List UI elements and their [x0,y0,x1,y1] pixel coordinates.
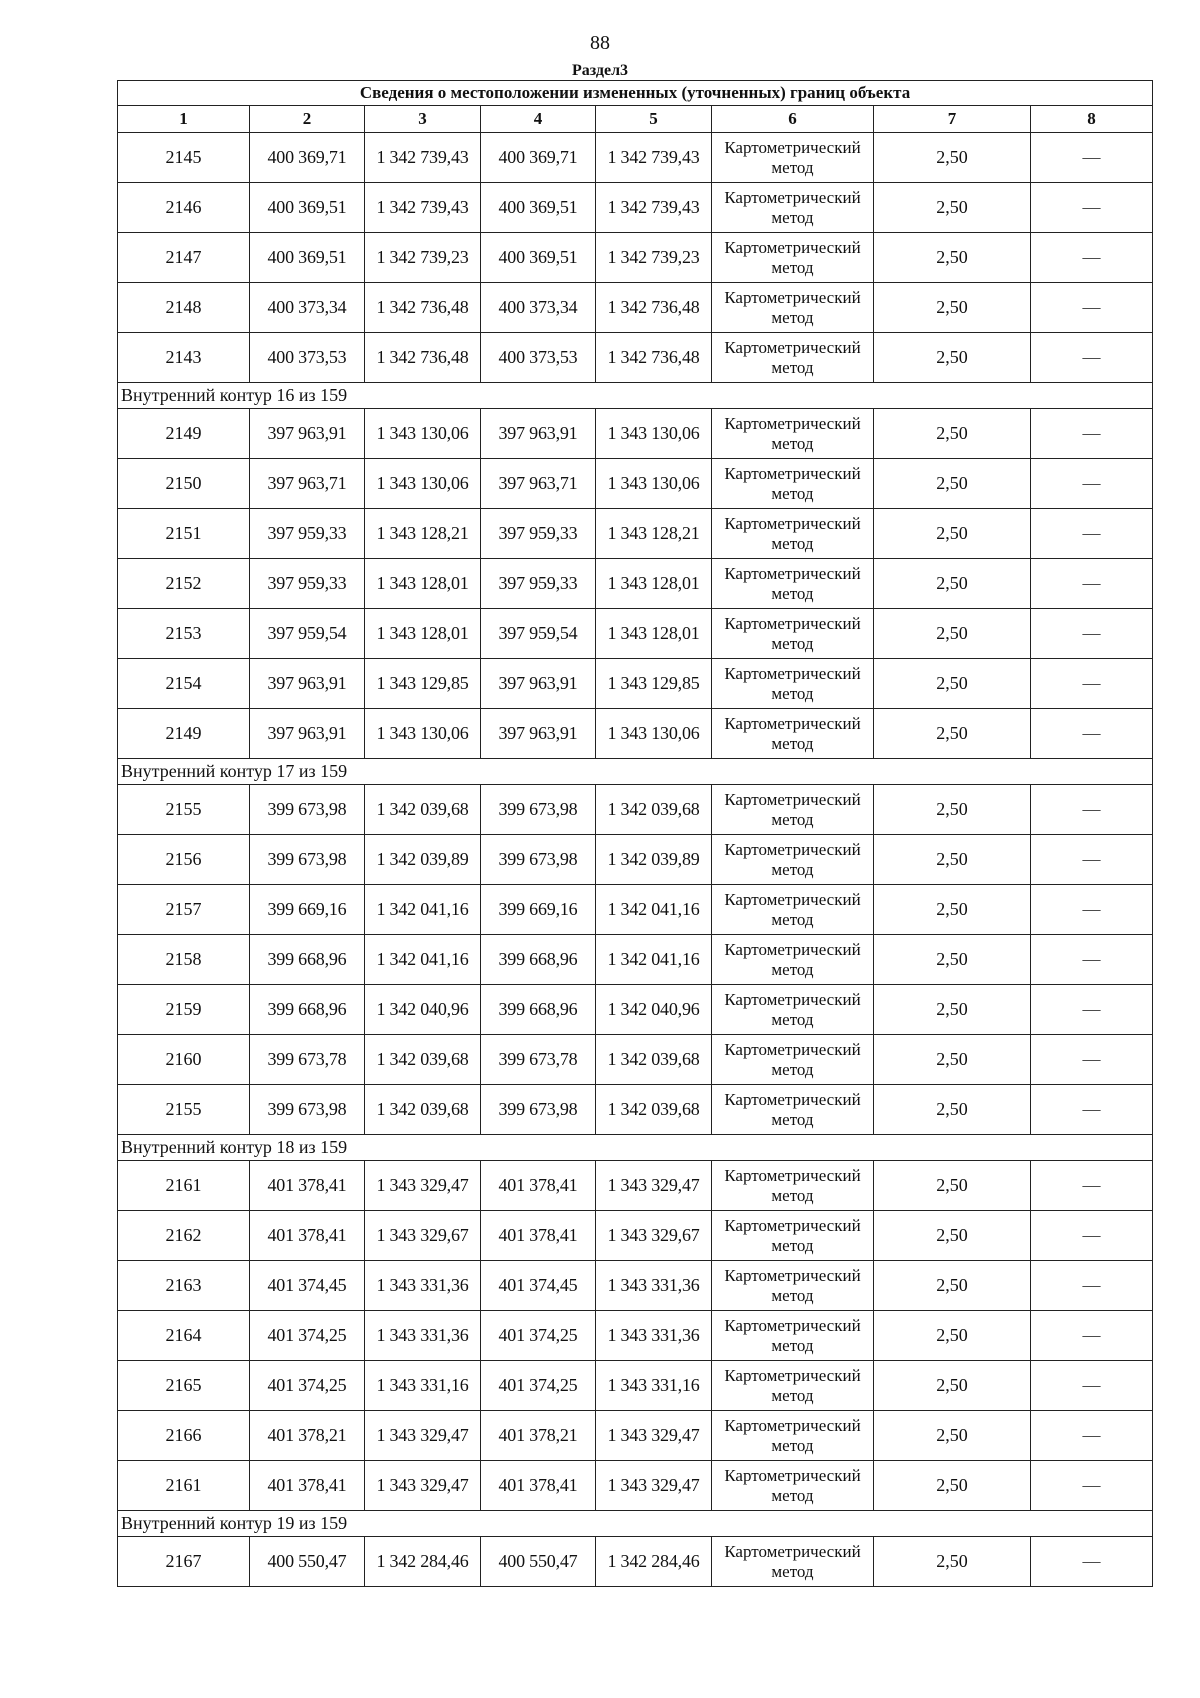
y-new-cell: 1 342 739,43 [596,183,712,233]
accuracy-cell: 2,50 [874,509,1031,559]
note-cell: — [1031,1211,1153,1261]
note-cell: — [1031,1035,1153,1085]
accuracy-cell: 2,50 [874,709,1031,759]
section-title: Раздел3 [571,62,629,79]
y-old-cell: 1 342 041,16 [365,885,481,935]
method-cell: Картометрический метод [712,1461,874,1511]
y-old-cell: 1 342 739,43 [365,133,481,183]
note-cell: — [1031,509,1153,559]
method-cell: Картометрический метод [712,1035,874,1085]
y-old-cell: 1 342 039,68 [365,1085,481,1135]
y-new-cell: 1 343 331,36 [596,1311,712,1361]
accuracy-cell: 2,50 [874,659,1031,709]
accuracy-cell: 2,50 [874,1411,1031,1461]
note-cell: — [1031,659,1153,709]
table-row [118,1085,1153,1135]
table-row [118,609,1153,659]
table-row [118,785,1153,835]
boundary-table [117,80,1153,1587]
point-number-cell: 2161 [118,1461,250,1511]
y-old-cell: 1 342 039,68 [365,1035,481,1085]
table-row [118,1411,1153,1461]
y-new-cell: 1 343 331,36 [596,1261,712,1311]
y-new-cell: 1 342 039,68 [596,1035,712,1085]
accuracy-cell: 2,50 [874,785,1031,835]
point-number-cell: 2155 [118,1085,250,1135]
x-new-cell: 397 959,33 [481,509,596,559]
accuracy-cell: 2,50 [874,835,1031,885]
y-old-cell: 1 343 128,01 [365,559,481,609]
point-number-cell: 2155 [118,785,250,835]
method-cell: Картометрический метод [712,409,874,459]
method-cell: Картометрический метод [712,1537,874,1587]
table-row [118,1461,1153,1511]
method-cell: Картометрический метод [712,183,874,233]
y-new-cell: 1 343 329,67 [596,1211,712,1261]
note-cell: — [1031,935,1153,985]
table-row [118,1361,1153,1411]
method-cell: Картометрический метод [712,785,874,835]
column-number-4: 4 [481,106,596,133]
accuracy-cell: 2,50 [874,459,1031,509]
x-new-cell: 401 374,45 [481,1261,596,1311]
note-cell: — [1031,1261,1153,1311]
point-number-cell: 2152 [118,559,250,609]
x-old-cell: 401 378,21 [250,1411,365,1461]
note-cell: — [1031,1311,1153,1361]
point-number-cell: 2166 [118,1411,250,1461]
column-number-8: 8 [1031,106,1153,133]
y-old-cell: 1 343 329,47 [365,1411,481,1461]
point-number-cell: 2158 [118,935,250,985]
y-old-cell: 1 343 329,67 [365,1211,481,1261]
contour-label: Внутренний контур 19 из 159 [118,1511,1153,1537]
contour-label: Внутренний контур 16 из 159 [118,383,1153,409]
table-row [118,1261,1153,1311]
y-new-cell: 1 343 329,47 [596,1411,712,1461]
method-cell: Картометрический метод [712,459,874,509]
x-old-cell: 397 963,71 [250,459,365,509]
note-cell: — [1031,133,1153,183]
x-new-cell: 401 378,41 [481,1211,596,1261]
y-new-cell: 1 342 739,23 [596,233,712,283]
y-new-cell: 1 343 128,01 [596,559,712,609]
x-old-cell: 399 668,96 [250,935,365,985]
column-number-7: 7 [874,106,1031,133]
y-new-cell: 1 343 130,06 [596,409,712,459]
note-cell: — [1031,1361,1153,1411]
y-new-cell: 1 342 039,89 [596,835,712,885]
y-new-cell: 1 342 041,16 [596,885,712,935]
point-number-cell: 2154 [118,659,250,709]
note-cell: — [1031,559,1153,609]
note-cell: — [1031,1161,1153,1211]
y-old-cell: 1 343 331,36 [365,1261,481,1311]
y-old-cell: 1 343 129,85 [365,659,481,709]
y-old-cell: 1 342 039,89 [365,835,481,885]
note-cell: — [1031,333,1153,383]
method-cell: Картометрический метод [712,1311,874,1361]
x-old-cell: 401 378,41 [250,1211,365,1261]
x-new-cell: 400 550,47 [481,1537,596,1587]
x-old-cell: 397 959,33 [250,509,365,559]
y-old-cell: 1 342 041,16 [365,935,481,985]
y-old-cell: 1 343 130,06 [365,459,481,509]
table-row [118,409,1153,459]
x-old-cell: 397 963,91 [250,709,365,759]
x-old-cell: 400 373,53 [250,333,365,383]
point-number-cell: 2149 [118,409,250,459]
accuracy-cell: 2,50 [874,885,1031,935]
method-cell: Картометрический метод [712,659,874,709]
method-cell: Картометрический метод [712,1411,874,1461]
method-cell: Картометрический метод [712,609,874,659]
x-new-cell: 401 378,41 [481,1461,596,1511]
x-new-cell: 397 963,91 [481,409,596,459]
x-old-cell: 397 963,91 [250,409,365,459]
note-cell: — [1031,459,1153,509]
accuracy-cell: 2,50 [874,1211,1031,1261]
accuracy-cell: 2,50 [874,133,1031,183]
point-number-cell: 2149 [118,709,250,759]
column-number-1: 1 [118,106,250,133]
accuracy-cell: 2,50 [874,233,1031,283]
x-old-cell: 397 959,33 [250,559,365,609]
column-number-2: 2 [250,106,365,133]
table-row [118,509,1153,559]
x-old-cell: 399 673,98 [250,1085,365,1135]
method-cell: Картометрический метод [712,885,874,935]
y-new-cell: 1 343 129,85 [596,659,712,709]
point-number-cell: 2167 [118,1537,250,1587]
y-new-cell: 1 342 736,48 [596,283,712,333]
x-new-cell: 400 369,71 [481,133,596,183]
x-old-cell: 399 673,98 [250,835,365,885]
y-new-cell: 1 343 329,47 [596,1461,712,1511]
y-old-cell: 1 343 130,06 [365,409,481,459]
y-new-cell: 1 342 739,43 [596,133,712,183]
y-old-cell: 1 342 039,68 [365,785,481,835]
x-new-cell: 397 959,33 [481,559,596,609]
y-new-cell: 1 342 040,96 [596,985,712,1035]
x-new-cell: 400 369,51 [481,233,596,283]
y-new-cell: 1 343 130,06 [596,459,712,509]
accuracy-cell: 2,50 [874,1537,1031,1587]
point-number-cell: 2156 [118,835,250,885]
column-number-6: 6 [712,106,874,133]
y-old-cell: 1 343 128,01 [365,609,481,659]
table-row [118,985,1153,1035]
accuracy-cell: 2,50 [874,1035,1031,1085]
x-new-cell: 399 668,96 [481,985,596,1035]
x-new-cell: 399 673,98 [481,835,596,885]
x-new-cell: 397 959,54 [481,609,596,659]
method-cell: Картометрический метод [712,133,874,183]
accuracy-cell: 2,50 [874,985,1031,1035]
contour-header-row [118,1511,1153,1537]
x-old-cell: 400 550,47 [250,1537,365,1587]
accuracy-cell: 2,50 [874,609,1031,659]
y-old-cell: 1 342 736,48 [365,333,481,383]
y-old-cell: 1 343 331,36 [365,1311,481,1361]
y-new-cell: 1 343 329,47 [596,1161,712,1211]
y-old-cell: 1 343 128,21 [365,509,481,559]
note-cell: — [1031,1085,1153,1135]
x-old-cell: 397 963,91 [250,659,365,709]
y-new-cell: 1 343 128,01 [596,609,712,659]
y-new-cell: 1 343 331,16 [596,1361,712,1411]
note-cell: — [1031,609,1153,659]
y-old-cell: 1 342 739,23 [365,233,481,283]
table-row [118,333,1153,383]
note-cell: — [1031,785,1153,835]
y-old-cell: 1 343 331,16 [365,1361,481,1411]
method-cell: Картометрический метод [712,233,874,283]
x-new-cell: 401 378,21 [481,1411,596,1461]
contour-header-row [118,759,1153,785]
x-new-cell: 401 374,25 [481,1361,596,1411]
point-number-cell: 2143 [118,333,250,383]
note-cell: — [1031,1461,1153,1511]
point-number-cell: 2151 [118,509,250,559]
y-new-cell: 1 342 736,48 [596,333,712,383]
accuracy-cell: 2,50 [874,183,1031,233]
column-number-row [118,106,1153,133]
accuracy-cell: 2,50 [874,283,1031,333]
method-cell: Картометрический метод [712,935,874,985]
y-new-cell: 1 343 128,21 [596,509,712,559]
note-cell: — [1031,233,1153,283]
method-cell: Картометрический метод [712,709,874,759]
y-old-cell: 1 342 040,96 [365,985,481,1035]
table-row [118,1537,1153,1587]
accuracy-cell: 2,50 [874,1361,1031,1411]
table-row [118,559,1153,609]
table-row [118,1211,1153,1261]
x-old-cell: 401 374,25 [250,1361,365,1411]
note-cell: — [1031,409,1153,459]
y-old-cell: 1 342 739,43 [365,183,481,233]
note-cell: — [1031,183,1153,233]
note-cell: — [1031,1411,1153,1461]
method-cell: Картометрический метод [712,835,874,885]
method-cell: Картометрический метод [712,985,874,1035]
table-row [118,233,1153,283]
x-old-cell: 397 959,54 [250,609,365,659]
x-new-cell: 399 673,78 [481,1035,596,1085]
y-new-cell: 1 342 039,68 [596,1085,712,1135]
y-old-cell: 1 343 329,47 [365,1161,481,1211]
x-new-cell: 399 673,98 [481,785,596,835]
accuracy-cell: 2,50 [874,559,1031,609]
note-cell: — [1031,709,1153,759]
x-old-cell: 401 378,41 [250,1461,365,1511]
table-row [118,885,1153,935]
table-row [118,835,1153,885]
note-cell: — [1031,835,1153,885]
x-new-cell: 397 963,71 [481,459,596,509]
x-new-cell: 399 669,16 [481,885,596,935]
y-old-cell: 1 342 736,48 [365,283,481,333]
x-old-cell: 401 374,25 [250,1311,365,1361]
point-number-cell: 2160 [118,1035,250,1085]
point-number-cell: 2161 [118,1161,250,1211]
contour-label: Внутренний контур 17 из 159 [118,759,1153,785]
point-number-cell: 2162 [118,1211,250,1261]
x-old-cell: 400 373,34 [250,283,365,333]
point-number-cell: 2145 [118,133,250,183]
method-cell: Картометрический метод [712,509,874,559]
table-row [118,1311,1153,1361]
point-number-cell: 2159 [118,985,250,1035]
column-number-5: 5 [596,106,712,133]
x-new-cell: 401 374,25 [481,1311,596,1361]
method-cell: Картометрический метод [712,1211,874,1261]
x-new-cell: 400 373,53 [481,333,596,383]
y-old-cell: 1 342 284,46 [365,1537,481,1587]
point-number-cell: 2148 [118,283,250,333]
table-row [118,1035,1153,1085]
accuracy-cell: 2,50 [874,1261,1031,1311]
y-new-cell: 1 342 284,46 [596,1537,712,1587]
method-cell: Картометрический метод [712,333,874,383]
x-old-cell: 399 669,16 [250,885,365,935]
point-number-cell: 2153 [118,609,250,659]
table-title: Сведения о местоположении измененных (уточненных) границ объекта [118,81,1153,106]
page-number: 88 [590,32,610,54]
table-row [118,133,1153,183]
x-new-cell: 399 668,96 [481,935,596,985]
point-number-cell: 2163 [118,1261,250,1311]
method-cell: Картометрический метод [712,1361,874,1411]
accuracy-cell: 2,50 [874,1461,1031,1511]
accuracy-cell: 2,50 [874,1161,1031,1211]
y-old-cell: 1 343 130,06 [365,709,481,759]
point-number-cell: 2157 [118,885,250,935]
method-cell: Картометрический метод [712,1261,874,1311]
method-cell: Картометрический метод [712,283,874,333]
point-number-cell: 2146 [118,183,250,233]
point-number-cell: 2147 [118,233,250,283]
contour-header-row [118,383,1153,409]
method-cell: Картометрический метод [712,1085,874,1135]
accuracy-cell: 2,50 [874,409,1031,459]
table-row [118,709,1153,759]
contour-label: Внутренний контур 18 из 159 [118,1135,1153,1161]
column-number-3: 3 [365,106,481,133]
x-old-cell: 401 378,41 [250,1161,365,1211]
table-row [118,459,1153,509]
x-new-cell: 400 373,34 [481,283,596,333]
table-row [118,1161,1153,1211]
y-old-cell: 1 343 329,47 [365,1461,481,1511]
table-row [118,935,1153,985]
x-old-cell: 400 369,51 [250,183,365,233]
accuracy-cell: 2,50 [874,1311,1031,1361]
x-new-cell: 401 378,41 [481,1161,596,1211]
table-row [118,659,1153,709]
accuracy-cell: 2,50 [874,1085,1031,1135]
x-old-cell: 399 673,98 [250,785,365,835]
x-old-cell: 401 374,45 [250,1261,365,1311]
x-old-cell: 400 369,71 [250,133,365,183]
x-new-cell: 400 369,51 [481,183,596,233]
x-new-cell: 397 963,91 [481,659,596,709]
method-cell: Картометрический метод [712,559,874,609]
y-new-cell: 1 342 041,16 [596,935,712,985]
point-number-cell: 2150 [118,459,250,509]
note-cell: — [1031,985,1153,1035]
table-row [118,183,1153,233]
y-new-cell: 1 342 039,68 [596,785,712,835]
x-old-cell: 399 673,78 [250,1035,365,1085]
x-old-cell: 399 668,96 [250,985,365,1035]
x-new-cell: 399 673,98 [481,1085,596,1135]
method-cell: Картометрический метод [712,1161,874,1211]
point-number-cell: 2164 [118,1311,250,1361]
accuracy-cell: 2,50 [874,935,1031,985]
note-cell: — [1031,283,1153,333]
x-new-cell: 397 963,91 [481,709,596,759]
note-cell: — [1031,1537,1153,1587]
accuracy-cell: 2,50 [874,333,1031,383]
y-new-cell: 1 343 130,06 [596,709,712,759]
x-old-cell: 400 369,51 [250,233,365,283]
note-cell: — [1031,885,1153,935]
contour-header-row [118,1135,1153,1161]
point-number-cell: 2165 [118,1361,250,1411]
table-row [118,283,1153,333]
